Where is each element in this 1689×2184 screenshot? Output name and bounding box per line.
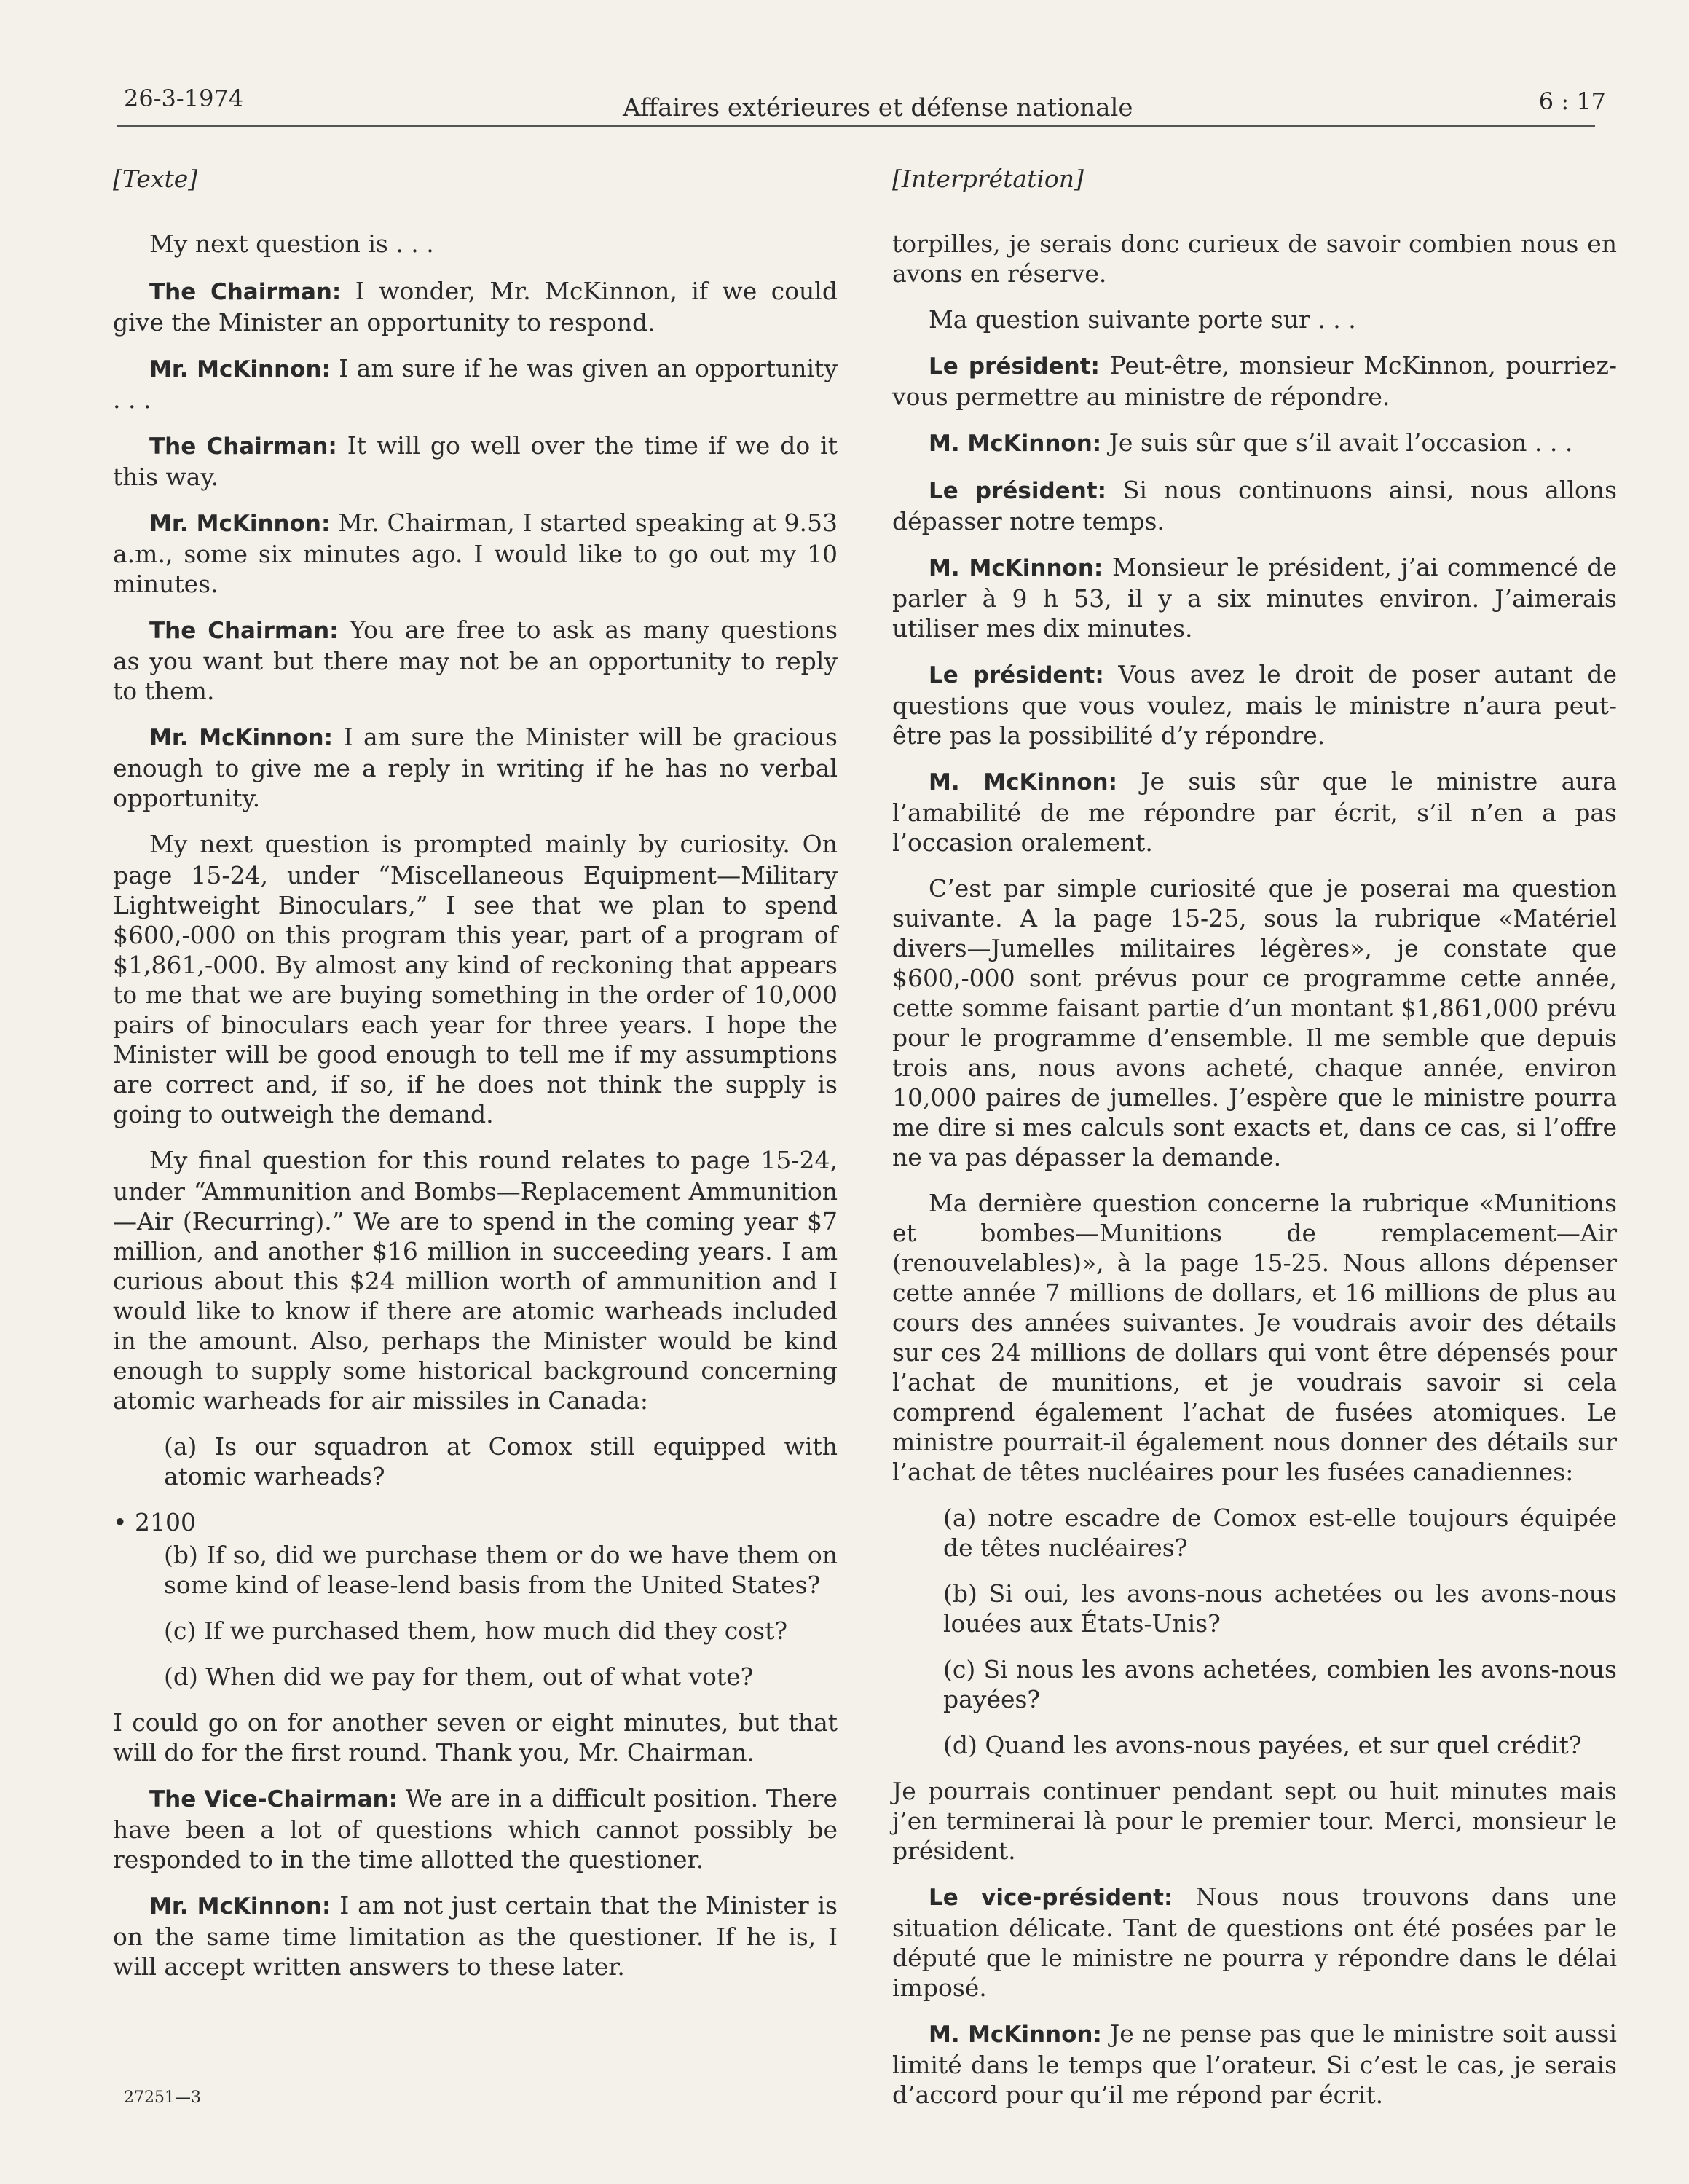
- paragraph: Le président: Peut-être, monsieur McKinnon, pourriez-vous permettre au ministre de répondre.: [892, 351, 1617, 411]
- paragraph: C’est par simple curiosité que je poserai ma question suivante. A la page 15-25, sous la rubrique «Matériel divers—Jumelles militaires légères», je constate que $600,-000 sont prévus pour ce programme cette année, cette somme faisant partie d’un montant $1,861,000 prévu pour le programme d’ensemble. Il me semble que depuis trois ans, nous avons acheté, chaque année, environ 10,000 paires de jumelles. J’espère que le ministre pourra me dire si mes calculs sont exacts et, dans ce cas, si l’offre ne va pas dépasser la demande.: [892, 874, 1617, 1171]
- paragraph: My next question is prompted mainly by curiosity. On page 15-24, under “Miscellaneous Equipment—Military Lightweight Binoculars,” I see that we plan to spend $600,-000 on this program this year, part of a program of $1,861,-000. By almost any kind of reckoning that appears to me that we are buying something in the order of 10,000 pairs of binoculars each year for three years. I hope the Minister will be good enough to tell me if my assumptions are correct and, if so, if he does not think the supply is going to outweigh the demand.: [113, 830, 838, 1128]
- list-item: (a) Is our squadron at Comox still equipped with atomic warheads?: [164, 1432, 838, 1490]
- time-marker: • 2100: [113, 1508, 196, 1536]
- header-rule: [117, 125, 1595, 127]
- speaker-label: Mr. McKinnon:: [149, 511, 331, 537]
- list-item: (c) If we purchased them, how much did they cost?: [164, 1617, 788, 1645]
- paragraph: Mr. McKinnon: I am sure the Minister will be gracious enough to give me a reply in writing if he has no verbal opportunity.: [113, 723, 838, 812]
- paragraph: M. McKinnon: Je ne pense pas que le ministre soit aussi limité dans le temps que l’orateur. Si c’est le cas, je serais d’accord pour qu’il me répond par écrit.: [892, 2019, 1617, 2109]
- speaker-label: Le président:: [929, 353, 1100, 380]
- paragraph: M. McKinnon: Je suis sûr que s’il avait l’occasion . . .: [929, 428, 1573, 457]
- paragraph: Mr. McKinnon: I am not just certain that the Minister is on the same time limitation as the questioner. If he is, I will accept written answers to these later.: [113, 1891, 838, 1981]
- paragraph: Le vice-président: Nous nous trouvons dans une situation délicate. Tant de questions ont été posées par le député que le ministre ne pourra y répondre dans le délai imposé.: [892, 1882, 1617, 2002]
- left-column-english: [113, 164, 838, 1998]
- speaker-label: Le président:: [929, 478, 1106, 504]
- speaker-label: Le président:: [929, 662, 1104, 688]
- speaker-label: M. McKinnon:: [929, 2022, 1102, 2048]
- right-column-french: [892, 164, 1617, 2126]
- speaker-label: The Chairman:: [149, 433, 337, 460]
- speaker-label: M. McKinnon:: [929, 555, 1103, 581]
- paragraph: Ma question suivante porte sur . . .: [929, 305, 1356, 334]
- paragraph: Le président: Si nous continuons ainsi, nous allons dépasser notre temps.: [892, 476, 1618, 535]
- paragraph: The Chairman: I wonder, Mr. McKinnon, if we could give the Minister an opportunity to respond.: [113, 277, 838, 337]
- paragraph: Je pourrais continuer pendant sept ou huit minutes mais j’en terminerai là pour le premier tour. Merci, monsieur le président.: [892, 1777, 1617, 1865]
- paragraph: The Chairman: It will go well over the time if we do it this way.: [113, 431, 838, 491]
- header-title: Affaires extérieures et défense nationale: [623, 93, 1133, 122]
- paragraph: Le président: Vous avez le droit de poser autant de questions que vous voulez, mais le ministre n’aura peut-être pas la possibilité d’y répondre.: [892, 660, 1618, 750]
- header-page-number: 6 : 17: [1538, 87, 1606, 115]
- header-date: 26-3-1974: [124, 85, 244, 112]
- list-item: (b) Si oui, les avons-nous achetées ou les avons-nous louées aux États-Unis?: [943, 1579, 1617, 1638]
- speaker-label: Mr. McKinnon:: [149, 1893, 331, 1920]
- page-header: [102, 79, 1606, 122]
- paragraph: My next question is . . .: [149, 229, 434, 258]
- paragraph: M. McKinnon: Je suis sûr que le ministre aura l’amabilité de me répondre par écrit, s’il n’en a pas l’occasion oralement.: [892, 767, 1617, 857]
- paragraph: I could go on for another seven or eight minutes, but that will do for the first round. Thank you, Mr. Chairman.: [113, 1708, 838, 1767]
- footer-code: 27251—3: [124, 2089, 201, 2107]
- text-tag: [Texte]: [113, 165, 198, 193]
- paragraph: torpilles, je serais donc curieux de savoir combien nous en avons en réserve.: [892, 229, 1617, 288]
- list-item: (a) notre escadre de Comox est-elle toujours équipée de têtes nucléaires?: [943, 1504, 1617, 1562]
- interpretation-tag: [Interprétation]: [892, 165, 1084, 193]
- list-item: (d) Quand les avons-nous payées, et sur quel crédit?: [943, 1731, 1582, 1759]
- speaker-label: Mr. McKinnon:: [149, 356, 331, 382]
- paragraph: M. McKinnon: Monsieur le président, j’ai commencé de parler à 9 h 53, il y a six minutes environ. J’aimerais utiliser mes dix minutes.: [892, 553, 1617, 643]
- speaker-label: Le vice-président:: [929, 1885, 1173, 1911]
- list-item: (d) When did we pay for them, out of what vote?: [164, 1662, 754, 1691]
- speaker-label: The Chairman:: [149, 618, 339, 644]
- speaker-label: M. McKinnon:: [929, 431, 1102, 457]
- paragraph: Mr. McKinnon: I am sure if he was given an opportunity . . .: [113, 354, 838, 414]
- paragraph: Mr. McKinnon: Mr. Chairman, I started speaking at 9.53 a.m., some six minutes ago. I would like to go out my 10 minutes.: [113, 508, 838, 598]
- speaker-label: Mr. McKinnon:: [149, 725, 334, 751]
- paragraph: My final question for this round relates to page 15-24, under “Ammunition and Bombs—Replacement Ammunition—Air (Recurring).” We are to spend in the coming year $7 million, and another $16 million in succeeding years. I am curious about this $24 million worth of ammunition and I would like to know if there are atomic warheads included in the amount. Also, perhaps the Minister would be kind enough to supply some historical background concerning atomic warheads for air missiles in Canada:: [113, 1146, 838, 1415]
- speaker-label: M. McKinnon:: [929, 769, 1117, 796]
- speaker-label: The Chairman:: [149, 279, 342, 305]
- paragraph: The Chairman: You are free to ask as many questions as you want but there may not be an opportunity to reply to them.: [113, 616, 838, 705]
- list-item: (c) Si nous les avons achetées, combien les avons-nous payées?: [943, 1655, 1617, 1713]
- list-item: (b) If so, did we purchase them or do we have them on some kind of lease-lend basis from the United States?: [164, 1541, 838, 1599]
- paragraph: Ma dernière question concerne la rubrique «Munitions et bombes—Munitions de remplacement—Air (renouvelables)», à la page 15-25. Nous allons dépenser cette année 7 millions de dollars, et 16 millions de plus au cours des années suivantes. Je voudrais avoir des détails sur ces 24 millions de dollars qui vont être dépensés pour l’achat de munitions, et je voudrais savoir si cela comprend également l’achat de fusées atomiques. Le ministre pourrait-il également nous donner des détails sur l’achat de têtes nucléaires pour les fusées canadiennes:: [892, 1189, 1617, 1486]
- paragraph: The Vice-Chairman: We are in a difficult position. There have been a lot of questions which cannot possibly be responded to in the time allotted the questioner.: [113, 1784, 838, 1874]
- speaker-label: The Vice-Chairman:: [149, 1786, 398, 1812]
